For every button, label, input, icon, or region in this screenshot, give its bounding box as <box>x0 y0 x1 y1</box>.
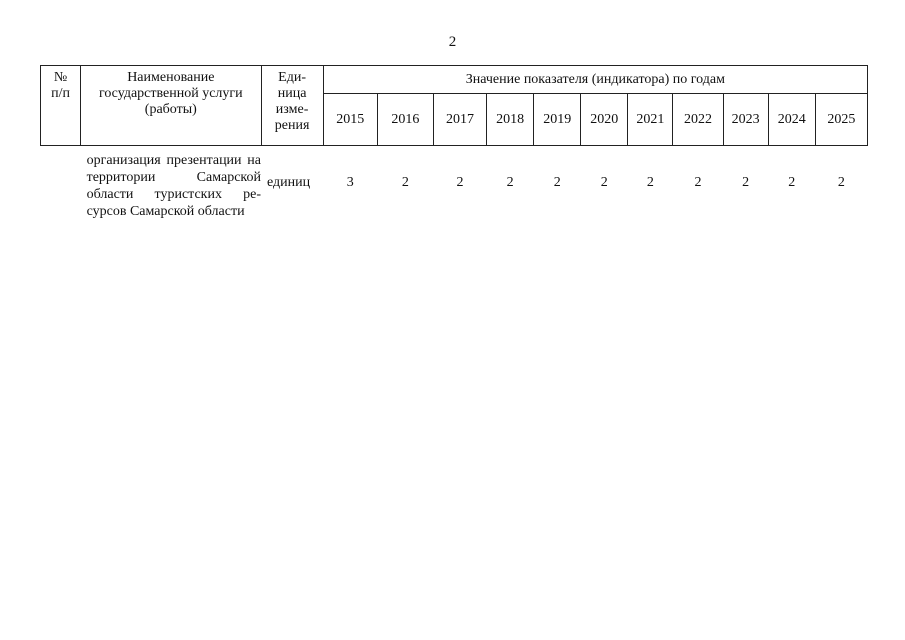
table-row <box>41 146 868 221</box>
row-service-name-text: организация презентации на территории Самарской области туристских ре-сурсов Самарской области <box>86 153 262 219</box>
row-value: 3 <box>346 175 354 190</box>
row-value: 2 <box>646 175 654 190</box>
header-unit: Еди- ница изме- рения <box>261 66 323 146</box>
row-value: 2 <box>742 175 750 190</box>
row-value: 2 <box>600 175 608 190</box>
row-service-name <box>81 146 261 221</box>
row-value: 2 <box>788 175 796 190</box>
header-year: 2016 <box>377 94 433 146</box>
header-year: 2024 <box>768 94 815 146</box>
header-year: 2023 <box>723 94 768 146</box>
row-value: 2 <box>694 175 702 190</box>
header-num: № п/п <box>41 66 81 146</box>
header-year: 2019 <box>534 94 581 146</box>
row-value: 2 <box>553 175 561 190</box>
header-service-name: Наименование государственной услуги (работы) <box>81 66 261 146</box>
page-number: 2 <box>448 34 457 50</box>
row-num <box>41 146 81 221</box>
header-year: 2021 <box>628 94 673 146</box>
header-year: 2017 <box>433 94 486 146</box>
row-value: 2 <box>456 175 464 190</box>
row-value: 2 <box>506 175 514 190</box>
indicator-table <box>40 65 868 220</box>
header-year: 2018 <box>487 94 534 146</box>
header-year: 2025 <box>815 94 867 146</box>
row-value: 2 <box>401 175 409 190</box>
row-value: 2 <box>837 175 845 190</box>
header-year: 2020 <box>581 94 628 146</box>
header-year: 2022 <box>673 94 723 146</box>
row-unit: единиц <box>267 175 311 190</box>
header-row-top <box>41 66 868 94</box>
header-values-by-year: Значение показателя (индикатора) по годам <box>323 66 867 94</box>
header-year: 2015 <box>323 94 377 146</box>
